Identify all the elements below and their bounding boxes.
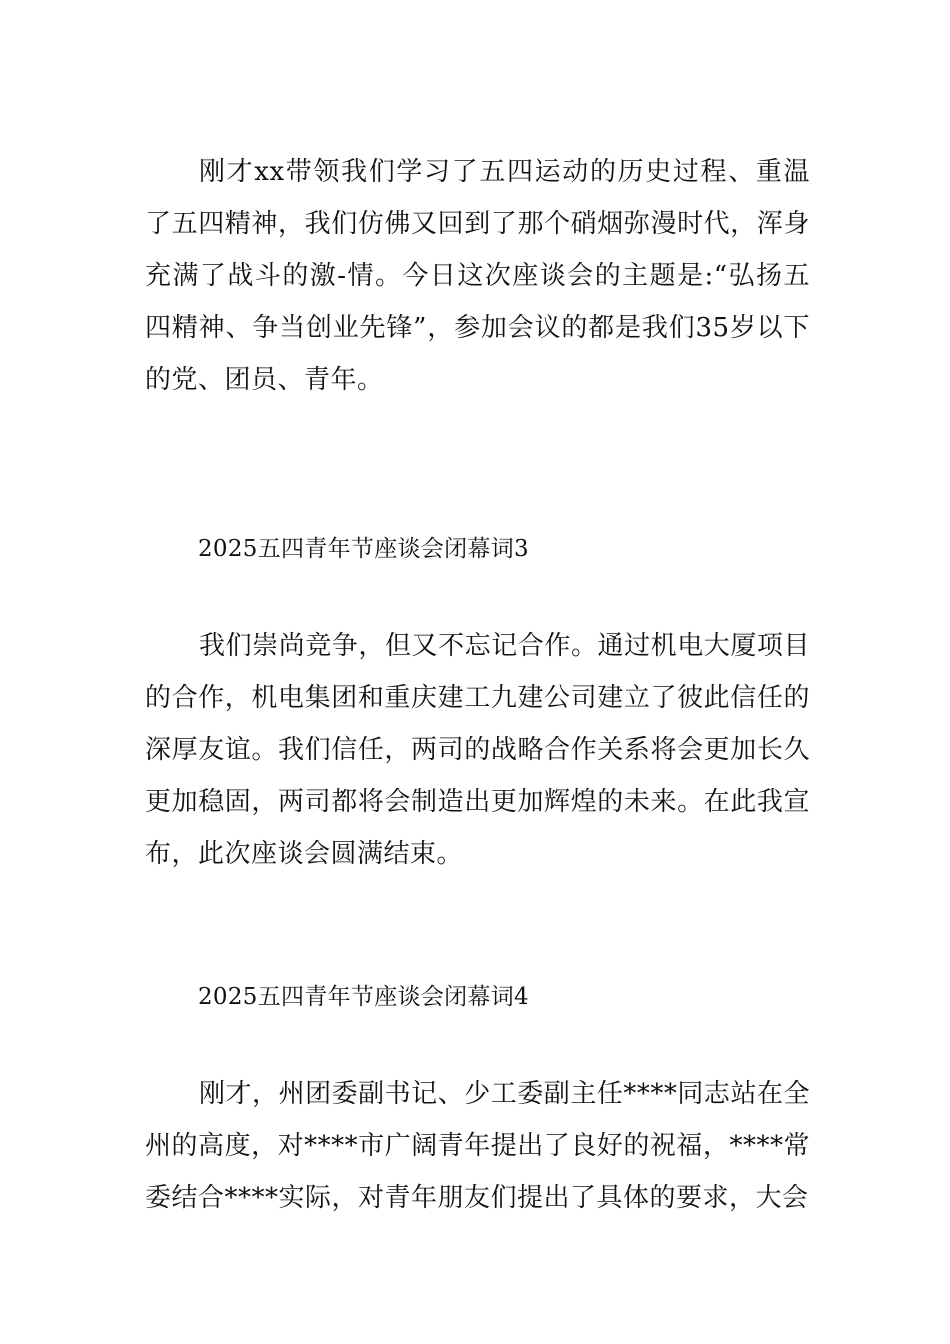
body-paragraph: 刚才，州团委副书记、少工委副主任****同志站在全州的高度，对****市广阔青年提出了良好的祝福，****常委结合****实际，对青年朋友们提出了具体的要求，大会 <box>145 1079 810 1213</box>
body-paragraph: 刚才xx带领我们学习了五四运动的历史过程、重温了五四精神，我们仿佛又回到了那个硝烟弥漫时代，浑身充满了战斗的激-情。今日这次座谈会的主题是:“弘扬五四精神、争当创业先锋”，参加会议的都是我们35岁以下的党、团员、青年。 <box>145 157 810 395</box>
section-heading: 2025五四青年节座谈会闭幕词3 <box>198 536 529 562</box>
body-paragraph: 我们崇尚竞争，但又不忘记合作。通过机电大厦项目的合作，机电集团和重庆建工九建公司建立了彼此信任的深厚友谊。我们信任，两司的战略合作关系将会更加长久更加稳固，两司都将会制造出更加辉煌的未来。在此我宣布，此次座谈会圆满结束。 <box>145 631 810 869</box>
section-heading: 2025五四青年节座谈会闭幕词4 <box>198 984 529 1010</box>
